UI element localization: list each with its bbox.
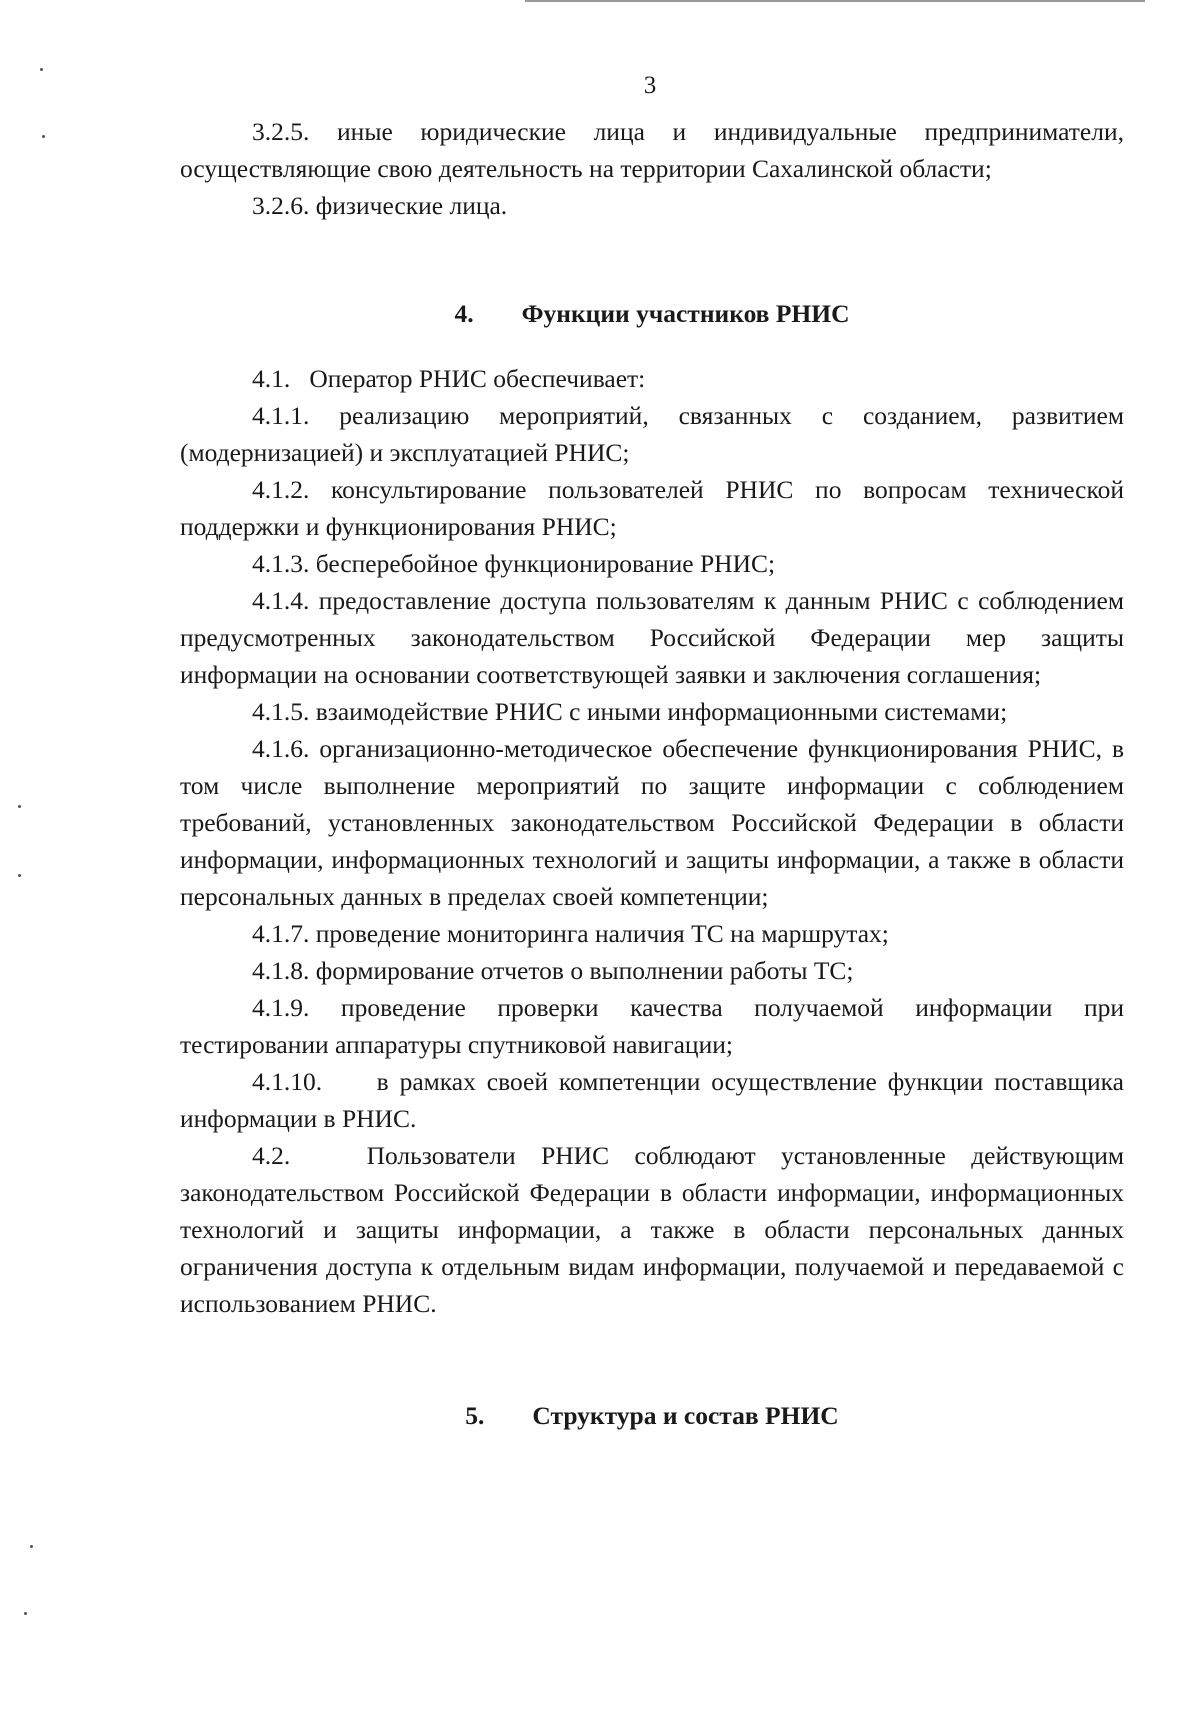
paragraph-4-1-9: 4.1.9. проведение проверки качества получаемой информации при тестировании аппаратуры спутниковой навигации; [180, 993, 1124, 1059]
paragraph-4-1-10: 4.1.10. в рамках своей компетенции осуществление функции поставщика информации в РНИС. [180, 1067, 1131, 1133]
section-title: Структура и состав РНИС [532, 1401, 839, 1430]
paragraph-3-2-6: 3.2.6. физические лица. [252, 191, 508, 220]
section-title: Функции участников РНИС [521, 299, 850, 328]
section-heading-5 [180, 1397, 1124, 1434]
scan-speck [42, 135, 45, 138]
scan-top-edge [525, 0, 1145, 2]
paragraph-4-1-2: 4.1.2. консультирование пользователей РНИС по вопросам технической поддержки и функционирования РНИС; [180, 475, 1124, 541]
paragraph-4-1-8: 4.1.8. формирование отчетов о выполнении работы ТС; [252, 956, 854, 985]
paragraph-4-1: 4.1. Оператор РНИС обеспечивает: [252, 364, 646, 393]
paragraph-3-2-5: 3.2.5. иные юридические лица и индивидуальные предприниматели, осуществляющие свою деятельность на территории Сахалинской области; [180, 117, 1124, 183]
page-number: 3 [643, 72, 657, 99]
scan-speck [18, 805, 21, 808]
scan-speck [18, 874, 21, 877]
section-number: 5. [465, 1401, 485, 1430]
paragraph-4-1-1: 4.1.1. реализацию мероприятий, связанных с созданием, развитием (модернизацией) и эксплуатацией РНИС; [180, 401, 1124, 467]
paragraph-4-1-3: 4.1.3. бесперебойное функционирование РНИС; [252, 549, 776, 578]
paragraph-4-1-6: 4.1.6. организационно-методическое обеспечение функционирования РНИС, в том числе выполнение мероприятий по защите информации с соблюдением требований, установленных законодательством Российской Федерации в области информации, информационных технологий и защиты информации, а также в области персональных данных в пределах своей компетенции; [180, 734, 1124, 911]
scan-speck [40, 68, 43, 71]
paragraph-4-1-5: 4.1.5. взаимодействие РНИС с иными информационными системами; [252, 697, 1008, 726]
scan-speck [24, 1612, 27, 1615]
paragraph-4-1-7: 4.1.7. проведение мониторинга наличия ТС на маршрутах; [252, 919, 889, 948]
section-heading-4 [180, 295, 1124, 332]
document-body [180, 113, 1131, 1434]
section-number: 4. [454, 299, 474, 328]
paragraph-4-1-4: 4.1.4. предоставление доступа пользователям к данным РНИС с соблюдением предусмотренных законодательством Российской Федерации мер защиты информации на основании соответствующей заявки и заключения соглашения; [180, 586, 1124, 689]
paragraph-4-2: 4.2. Пользователи РНИС соблюдают установленные действующим законодательством Российской Федерации в области информации, информационных технологий и защиты информации, а также в области персональных данных ограничения доступа к отдельным видам информации, получаемой и передаваемой с использованием РНИС. [180, 1141, 1131, 1318]
scan-speck [30, 1545, 33, 1548]
